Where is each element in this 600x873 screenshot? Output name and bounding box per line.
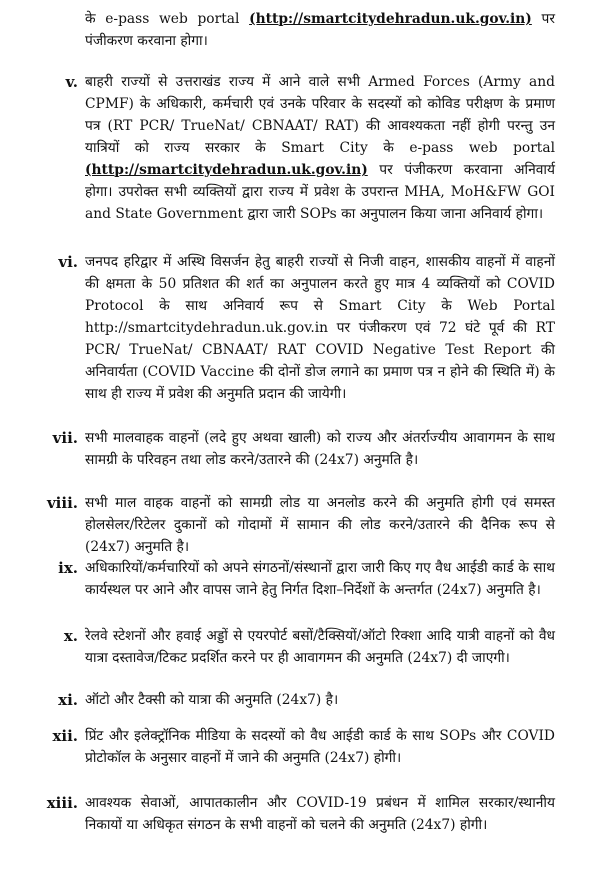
item-text: बाहरी राज्यों से उत्तराखंड राज्य में आने वाले सभी Armed Forces (Army and CPMF) के अधिकारी, कर्मचारी एवं उनके परिवार के सदस्यों को कोविड परीक्षण के प्रमाण पत्र (RT PCR/ TrueNat/ CBNAAT/ RAT) की आवश्यकता नहीं होगी परन्तु उन यात्रियों को राज्य सरकार के Smart City के e-pass web portal (http://smartcitydehradun.uk.gov.in) पर पंजीकरण करवाना अनिवार्य होगा। उपरोक्त सभी व्यक्तियों द्वारा राज्य में प्रवेश के उपरान्त MHA, MoH&FW GOI and State Government द्वारा जारी SOPs का अनुपालन किया जाना अनिवार्य होगा।	[85, 74, 555, 222]
item-number: xii.	[52, 727, 78, 745]
item-number: vii.	[52, 429, 78, 447]
portal-link[interactable]: (http://smartcitydehradun.uk.gov.in)	[249, 11, 532, 27]
item-text: के e-pass web portal (http://smartcitydehradun.uk.gov.in) पर पंजीकरण करवाना होगा।	[85, 11, 555, 49]
item-text: जनपद हरिद्वार में अस्थि विसर्जन हेतु बाहरी राज्यों से निजी वाहन, शासकीय वाहनों में वाहनों की क्षमता के 50 प्रतिशत की शर्त का अनुपालन करते हुए मात्र 4 व्यक्तियों को COVID Protocol के साथ अनिवार्य रूप से Smart City के Web Portal http://smartcitydehradun.uk.gov.in पर पंजीकरण एवं 72 घंटे पूर्व की RT PCR/ TrueNat/ CBNAAT/ RAT COVID Negative Test Report की अनिवार्यता (COVID Vaccine की दोनों डोज लगाने का प्रमाण पत्र न होने की स्थिति में) के साथ ही राज्य में प्रवेश की अनुमति प्रदान की जायेगी।	[85, 254, 555, 402]
item-text: रेलवे स्टेशनों और हवाई अड्डों से एयरपोर्ट बसों/टैक्सियों/ऑटो रिक्शा आदि यात्री वाहनों को वैध यात्रा दस्तावेज/टिकट प्रदर्शित करने पर ही आवागमन की अनुमति (24x7) दी जाएगी।	[85, 628, 555, 666]
portal-link[interactable]: (http://smartcitydehradun.uk.gov.in)	[85, 162, 368, 178]
item-text: सभी मालवाहक वाहनों (लदे हुए अथवा खाली) को राज्य और अंतर्राज्यीय आवागमन के साथ सामग्री के परिवहन तथा लोड करने/उतारने की (24x7) अनुमति है।	[85, 430, 555, 468]
item-number: x.	[63, 627, 78, 645]
item-text: ऑटो और टैक्सी को यात्रा की अनुमति (24x7) है।	[85, 692, 339, 708]
item-text: प्रिंट और इलेक्ट्रॉनिक मीडिया के सदस्यों को वैध आईडी कार्ड के साथ SOPs और COVID प्रोटोकॉल के अनुसार वाहनों में जाने की अनुमति (24x7) होगी।	[85, 728, 555, 766]
item-number: vi.	[58, 253, 78, 271]
item-number: xi.	[58, 691, 78, 709]
item-number: ix.	[58, 559, 78, 577]
item-number: v.	[65, 73, 78, 91]
item-number: xiii.	[46, 794, 78, 812]
item-text: अधिकारियों/कर्मचारियों को अपने संगठनों/संस्थानों द्वारा जारी किए गए वैध आईडी कार्ड के साथ कार्यस्थल पर आने और वापस जाने हेतु निर्गत दिशा–निर्देशों के अन्तर्गत (24x7) अनुमति है।	[85, 560, 555, 598]
item-number: viii.	[46, 494, 78, 512]
item-text: आवश्यक सेवाओं, आपातकालीन और COVID-19 प्रबंधन में शामिल सरकार/स्थानीय निकायों या अधिकृत संगठन के सभी वाहनों को चलने की अनुमति (24x7) होगी।	[85, 795, 555, 833]
item-text: सभी माल वाहक वाहनों को सामग्री लोड या अनलोड करने की अनुमति होगी एवं समस्त होलसेलर/रिटेलर दुकानों को गोदामों में सामान की लोड करने/उतारने की दैनिक रूप से (24x7) अनुमति है।	[85, 495, 555, 555]
